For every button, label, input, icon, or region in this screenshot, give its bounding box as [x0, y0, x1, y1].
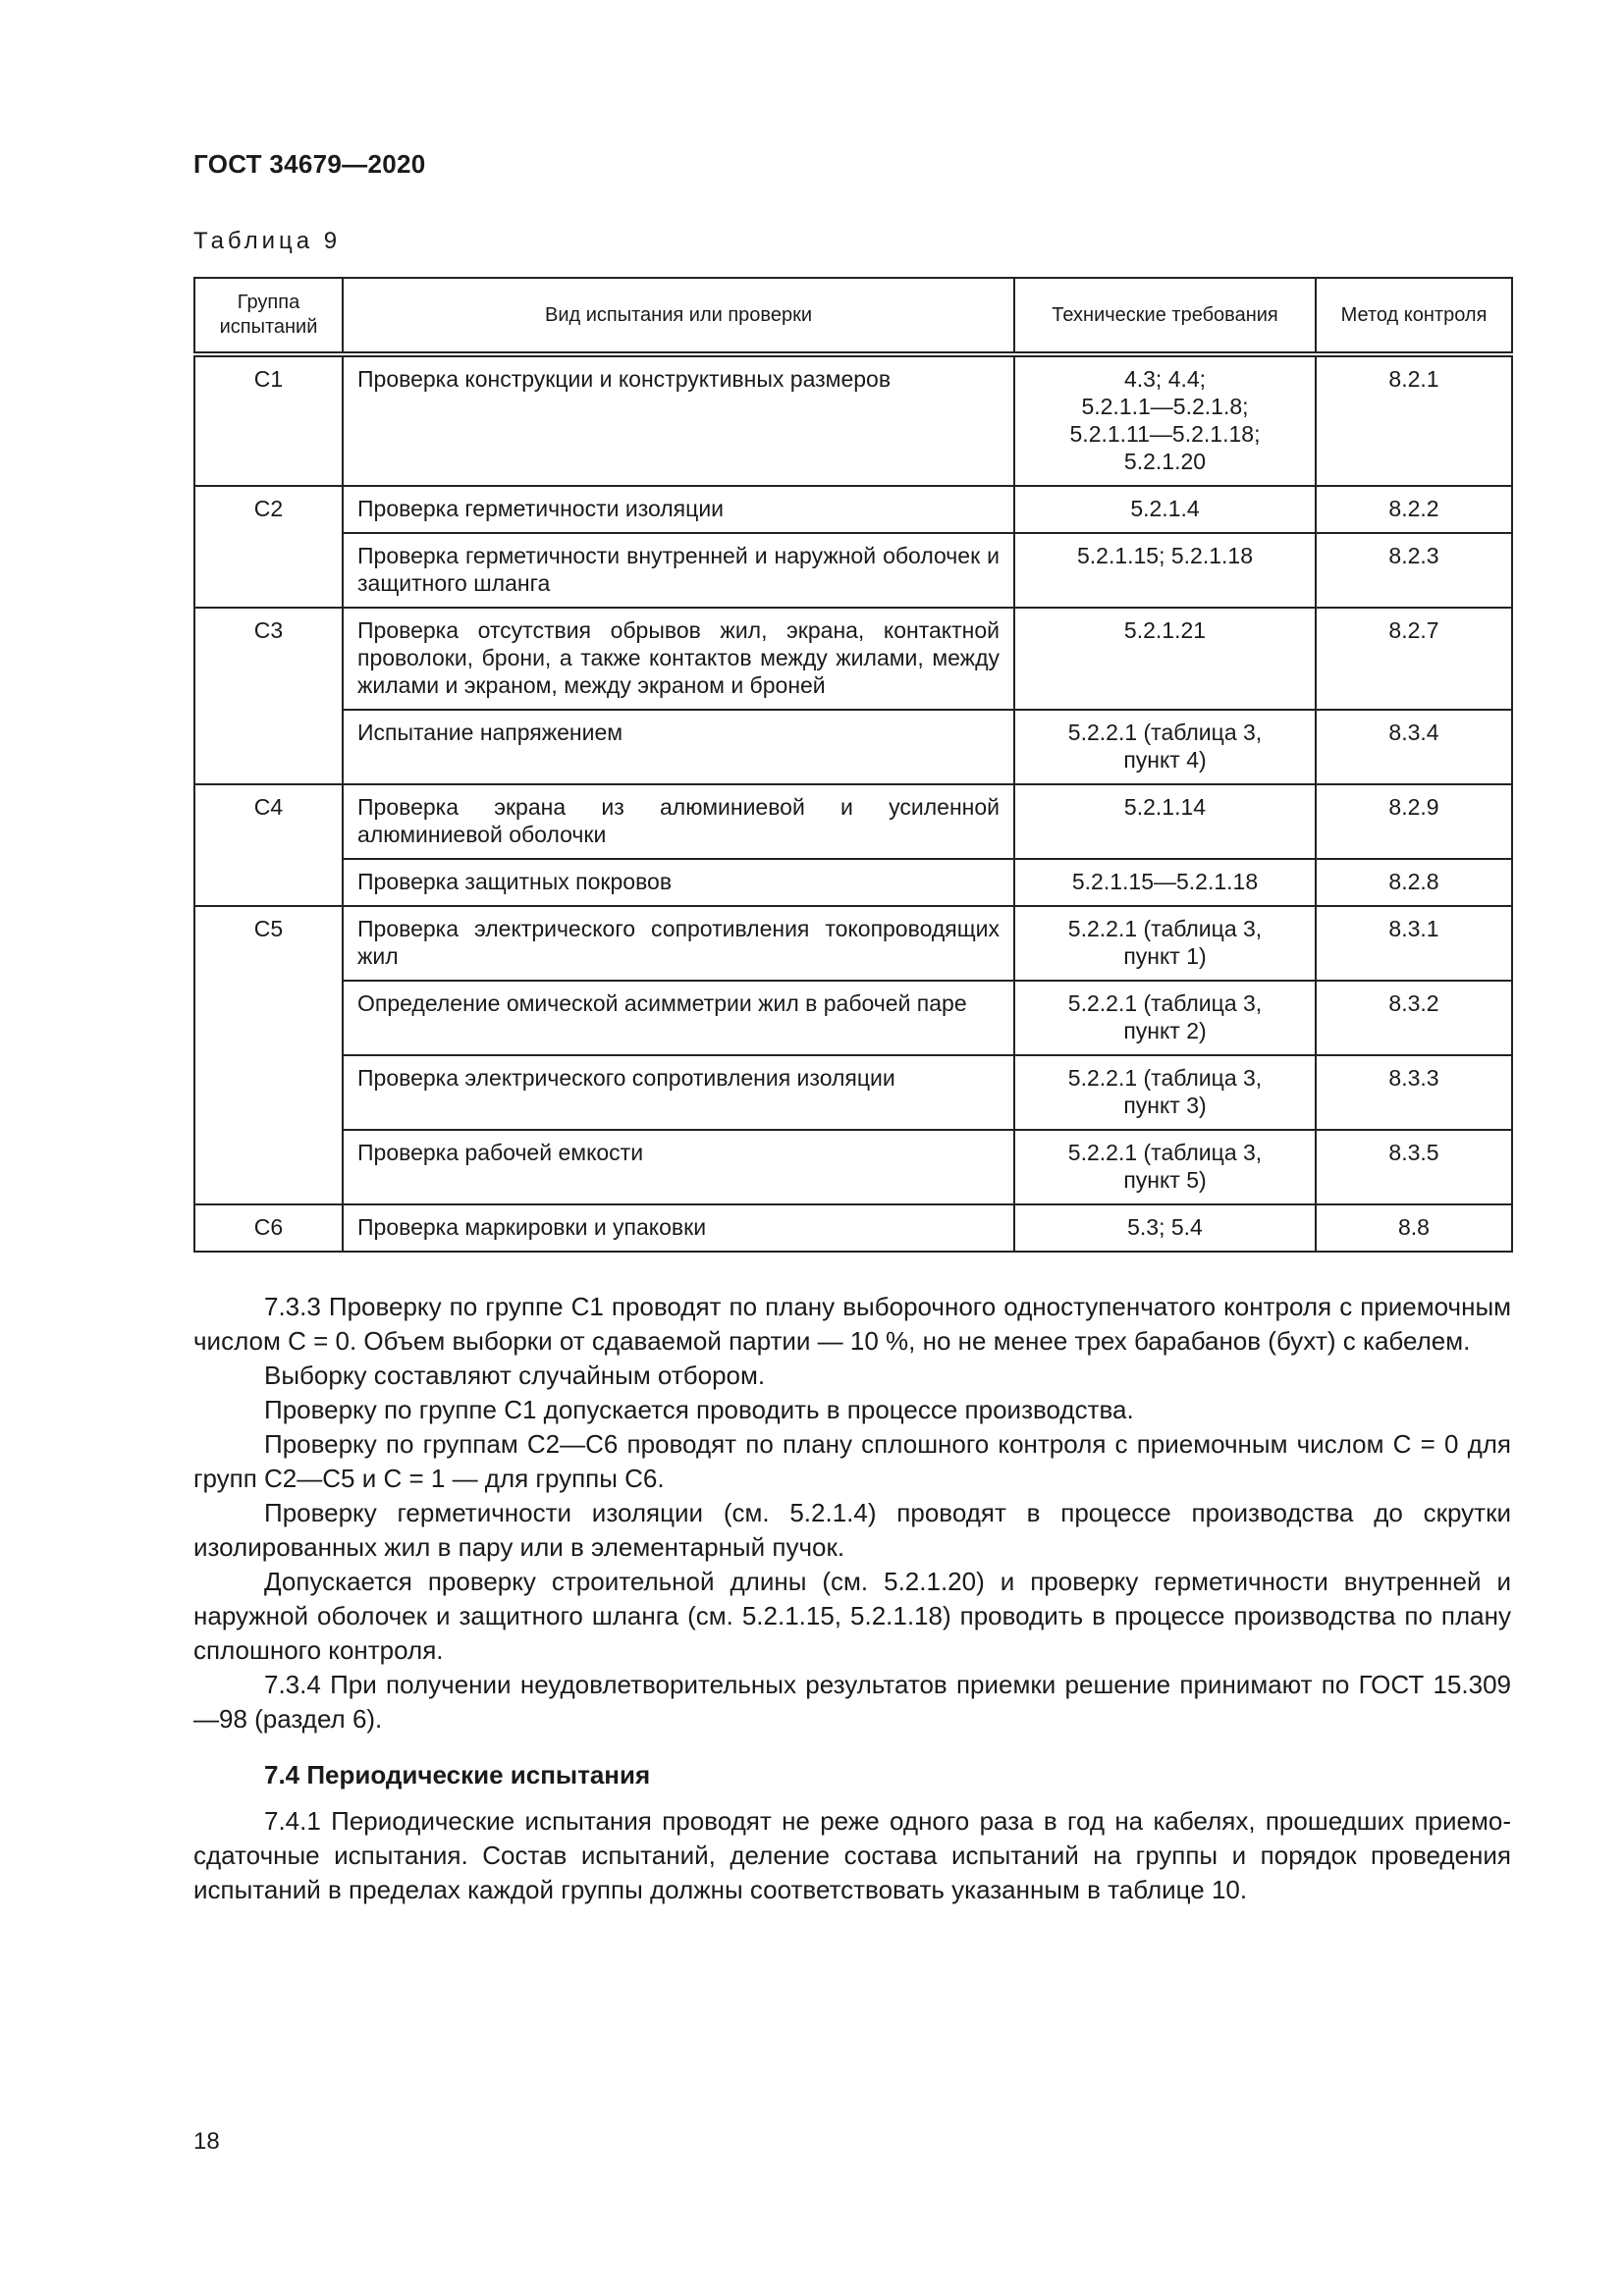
cell-requirements: 5.2.1.15; 5.2.1.18	[1014, 533, 1316, 608]
paragraph: Выборку составляют случайным отбором.	[264, 1361, 766, 1390]
cell-method: 8.3.1	[1316, 906, 1512, 981]
cell-method: 8.2.8	[1316, 859, 1512, 906]
paragraph: Проверку по группам С2—С6 проводят по плану сплошного контроля с приемочным числом С = 0 для групп С2—С5 и С = 1 — для группы С6.	[193, 1429, 1511, 1493]
cell-test: Проверка экрана из алюминиевой и усиленной алюминиевой оболочки	[343, 784, 1014, 859]
column-header-method: Метод контроля	[1316, 278, 1512, 354]
table-row	[194, 1204, 1512, 1252]
cell-method: 8.2.2	[1316, 486, 1512, 533]
cell-test: Проверка герметичности изоляции	[343, 486, 1014, 533]
cell-test: Проверка электрического сопротивления токопроводящих жил	[343, 906, 1014, 981]
cell-test: Проверка электрического сопротивления изоляции	[343, 1055, 1014, 1130]
table-row	[194, 533, 1512, 608]
table-body	[194, 354, 1512, 1252]
paragraph: Проверку по группе С1 допускается проводить в процессе производства.	[264, 1395, 1134, 1424]
table-row	[194, 608, 1512, 710]
document-code: ГОСТ 34679—2020	[193, 149, 426, 179]
cell-requirements: 5.2.1.15—5.2.1.18	[1014, 859, 1316, 906]
cell-test: Испытание напряжением	[343, 710, 1014, 784]
table-row	[194, 1055, 1512, 1130]
cell-method: 8.3.5	[1316, 1130, 1512, 1204]
cell-requirements: 5.2.1.4	[1014, 486, 1316, 533]
paragraph: 7.4.1 Периодические испытания проводят не реже одного раза в год на кабелях, прошедших приемо-сдаточные испытания. Состав испытаний, деление состава испытаний на группы и порядок проведения испытаний в пределах каждой группы должны соответствовать указанным в таблице 10.	[193, 1806, 1511, 1904]
cell-requirements: 5.2.1.14	[1014, 784, 1316, 859]
cell-requirements: 5.2.1.21	[1014, 608, 1316, 710]
cell-group: С5	[194, 906, 343, 1204]
paragraph: 7.3.4 При получении неудовлетворительных результатов приемки решение принимают по ГОСТ 15.309—98 (раздел 6).	[193, 1670, 1511, 1734]
cell-test: Проверка рабочей емкости	[343, 1130, 1014, 1204]
cell-method: 8.2.7	[1316, 608, 1512, 710]
page-number: 18	[193, 2128, 220, 2155]
cell-group: С4	[194, 784, 343, 906]
cell-requirements: 5.2.2.1 (таблица 3, пункт 2)	[1014, 981, 1316, 1055]
column-header-requirements: Технические требования	[1014, 278, 1316, 354]
table-header-row	[194, 278, 1512, 354]
table-row	[194, 906, 1512, 981]
table-row	[194, 710, 1512, 784]
cell-test: Проверка герметичности внутренней и наружной оболочек и защитного шланга	[343, 533, 1014, 608]
paragraph: 7.3.3 Проверку по группе С1 проводят по плану выборочного одноступенчатого контроля с приемочным числом С = 0. Объем выборки от сдаваемой партии — 10 %, но не менее трех барабанов (бухт) с кабелем.	[193, 1292, 1511, 1356]
cell-method: 8.3.4	[1316, 710, 1512, 784]
cell-method: 8.2.9	[1316, 784, 1512, 859]
table-row	[194, 1130, 1512, 1204]
cell-test: Проверка маркировки и упаковки	[343, 1204, 1014, 1252]
cell-test: Проверка защитных покровов	[343, 859, 1014, 906]
cell-requirements: 5.3; 5.4	[1014, 1204, 1316, 1252]
column-header-group: Группа испытаний	[194, 278, 343, 354]
cell-requirements: 5.2.2.1 (таблица 3, пункт 5)	[1014, 1130, 1316, 1204]
cell-requirements: 4.3; 4.4; 5.2.1.1—5.2.1.8; 5.2.1.11—5.2.1.18; 5.2.1.20	[1014, 354, 1316, 486]
section-heading: 7.4 Периодические испытания	[264, 1760, 651, 1789]
table-row	[194, 981, 1512, 1055]
cell-method: 8.8	[1316, 1204, 1512, 1252]
cell-group: С1	[194, 354, 343, 486]
paragraph: Проверку герметичности изоляции (см. 5.2.1.4) проводят в процессе производства до скрутки изолированных жил в пару или в элементарный пучок.	[193, 1498, 1511, 1562]
cell-requirements: 5.2.2.1 (таблица 3, пункт 4)	[1014, 710, 1316, 784]
table-caption: Таблица 9	[193, 228, 342, 254]
cell-test: Определение омической асимметрии жил в рабочей паре	[343, 981, 1014, 1055]
table-row	[194, 784, 1512, 859]
cell-method: 8.2.1	[1316, 354, 1512, 486]
cell-test: Проверка отсутствия обрывов жил, экрана, контактной проволоки, брони, а также контактов между жилами, между жилами и экраном, между экраном и броней	[343, 608, 1014, 710]
cell-method: 8.2.3	[1316, 533, 1512, 608]
cell-requirements: 5.2.2.1 (таблица 3, пункт 1)	[1014, 906, 1316, 981]
cell-group: С6	[194, 1204, 343, 1252]
cell-method: 8.3.3	[1316, 1055, 1512, 1130]
cell-group: С3	[194, 608, 343, 784]
table-row	[194, 859, 1512, 906]
table-row	[194, 486, 1512, 533]
cell-test: Проверка конструкции и конструктивных размеров	[343, 354, 1014, 486]
test-groups-table	[193, 277, 1513, 1253]
column-header-test: Вид испытания или проверки	[343, 278, 1014, 354]
cell-method: 8.3.2	[1316, 981, 1512, 1055]
table-row	[194, 354, 1512, 486]
paragraph: Допускается проверку строительной длины (см. 5.2.1.20) и проверку герметичности внутренней и наружной оболочек и защитного шланга (см. 5.2.1.15, 5.2.1.18) проводить в процессе производства по плану сплошного контроля.	[193, 1567, 1511, 1665]
body-text	[193, 1290, 1511, 1907]
cell-group: С2	[194, 486, 343, 608]
cell-requirements: 5.2.2.1 (таблица 3, пункт 3)	[1014, 1055, 1316, 1130]
